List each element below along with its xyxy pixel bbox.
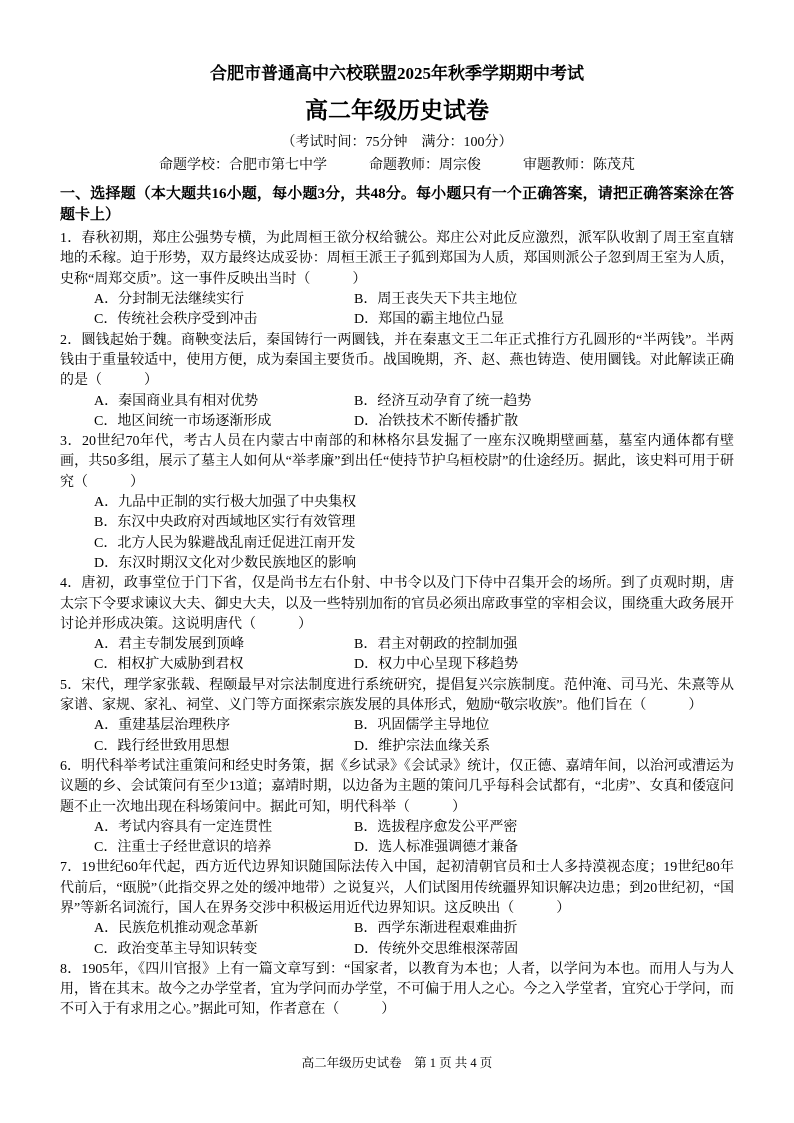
option-c: C．政治变革主导知识转变 bbox=[94, 941, 258, 957]
question-6 bbox=[60, 757, 734, 858]
question-7 bbox=[60, 858, 734, 959]
question-5 bbox=[60, 676, 734, 757]
question-4-options bbox=[60, 635, 734, 676]
question-5-options bbox=[60, 716, 734, 757]
exam-title: 合肥市普通高中六校联盟2025年秋季学期期中考试 bbox=[210, 64, 584, 83]
option-b: B．周王丧失天下共主地位 bbox=[354, 292, 518, 308]
option-a: A．君主专制发展到顶峰 bbox=[94, 637, 245, 653]
exam-subtitle: 高二年级历史试卷 bbox=[305, 97, 489, 123]
option-b: B．西学东渐进程艰难曲折 bbox=[354, 921, 518, 937]
option-a: A．九品中正制的实行极大加强了中央集权 bbox=[94, 495, 357, 511]
question-8-stem: 8．1905年，《四川官报》上有一篇文章写到：“国家者，以教育为本也；人者，以学问为本也。而用人与为人用，皆在其末。故今之办学堂者，宜为学问而办学堂，不可偏于用人之心。今之入学堂者，宜究心于学问，而不可入于有求用之心。”据此可知，作者意在（ ） bbox=[60, 961, 734, 1018]
option-a: A．秦国商业具有相对优势 bbox=[94, 393, 259, 409]
question-1-stem: 1．春秋初期，郑庄公强势专横，为此周桓王欲分权给虢公。郑庄公对此反应激烈，派军队收割了周王室直辖地的禾稼。迫于形势，双方最终达成妥协：周桓王派王子狐到郑国为人质，郑国则派公子忽到周王室为人质，史称“周郑交质”。这一事件反映出当时（ ） bbox=[60, 231, 734, 287]
question-6-options bbox=[60, 818, 734, 859]
page-footer: 高二年级历史试卷 第 1 页 共 4 页 bbox=[301, 1056, 493, 1070]
option-d: D．郑国的霸主地位凸显 bbox=[354, 312, 505, 328]
option-c: C．注重士子经世意识的培养 bbox=[94, 840, 272, 856]
question-2-options bbox=[60, 392, 734, 433]
question-8 bbox=[60, 960, 734, 1021]
exam-time-score-info: （考试时间：75分钟 满分：100分） bbox=[281, 134, 513, 150]
option-d: D．东汉时期汉文化对少数民族地区的影响 bbox=[94, 555, 357, 571]
option-b: B．选拔程序愈发公平严密 bbox=[354, 819, 518, 835]
option-a: A．重建基层治理秩序 bbox=[94, 718, 231, 734]
question-1 bbox=[60, 229, 734, 330]
option-c: C．地区间统一市场逐渐形成 bbox=[94, 413, 272, 429]
question-3-options bbox=[60, 493, 734, 574]
option-a: A．考试内容具有一定连贯性 bbox=[94, 819, 273, 835]
option-d: D．权力中心呈现下移趋势 bbox=[354, 657, 519, 673]
section-heading: 一、选择题（本大题共16小题，每小题3分，共48分。每小题只有一个正确答案，请把正确答案涂在答题卡上） bbox=[60, 185, 734, 224]
question-7-stem: 7．19世纪60年代起，西方近代边界知识随国际法传入中国，起初清朝官员和士人多持漠视态度；19世纪80年代前后，“瓯脱”（此指交界之处的缓冲地带）之说复兴，人们试图用传统疆界知识解决边患；到20世纪初，“国界”等新名词流行，国人在界务交涉中积极运用近代边界知识。这反映出（ ） bbox=[60, 860, 734, 916]
question-2 bbox=[60, 331, 734, 432]
option-d: D．传统外交思维根深蒂固 bbox=[354, 941, 519, 957]
option-c: C．相权扩大威胁到君权 bbox=[94, 657, 244, 673]
question-3-stem: 3．20世纪70年代，考古人员在内蒙古中南部的和林格尔县发掘了一座东汉晚期壁画墓，墓室内通体都有壁画，共50多组，展示了墓主人如何从“举孝廉”到出任“使持节护乌桓校尉”的仕途经历。据此，该史料可用于研究（ ） bbox=[60, 434, 734, 490]
option-d: D．选人标准强调德才兼备 bbox=[354, 840, 519, 856]
option-b: B．君主对朝政的控制加强 bbox=[354, 637, 518, 653]
question-6-stem: 6．明代科举考试注重策问和经史时务策，据《乡试录》《会试录》统计，仅正德、嘉靖年间，以治河或漕运为议题的乡、会试策问有至少13道；嘉靖时期，以边备为主题的策问几乎每科会试都有，“北虏”、女真和倭寇问题不止一次地出现在科场策问中。据此可知，明代科举（ ） bbox=[60, 758, 734, 815]
question-4 bbox=[60, 574, 734, 675]
question-2-stem: 2．圜钱起始于魏。商鞅变法后，秦国铸行一两圜钱，并在秦惠文王二年正式推行方孔圆形的“半两钱”。半两钱由于重量较适中，使用方便，成为秦国主要货币。战国晚期，齐、赵、燕也铸造、使用圜钱。对此解读正确的是（ ） bbox=[60, 332, 734, 389]
option-c: C．传统社会秩序受到冲击 bbox=[94, 312, 258, 328]
option-b: B．巩固儒学主导地位 bbox=[354, 718, 490, 734]
option-a: A．分封制无法继续实行 bbox=[94, 292, 245, 308]
option-b: B．经济互动孕育了统一趋势 bbox=[354, 393, 532, 409]
option-a: A．民族危机推动观念革新 bbox=[94, 921, 259, 937]
option-c: C．北方人民为躲避战乱南迁促进江南开发 bbox=[94, 535, 356, 551]
option-c: C．践行经世致用思想 bbox=[94, 738, 230, 754]
question-4-stem: 4．唐初，政事堂位于门下省，仅是尚书左右仆射、中书令以及门下侍中召集开会的场所。到了贞观时期，唐太宗下令要求谏议大夫、御史大夫，以及一些特别加衔的官员必须出席政事堂的宰相会议，围绕重大政务展开讨论并形成决策。这说明唐代（ ） bbox=[60, 576, 734, 632]
question-5-stem: 5．宋代，理学家张载、程颐最早对宗法制度进行系统研究，提倡复兴宗族制度。范仲淹、司马光、朱熹等从家谱、家规、家礼、祠堂、义门等方面探索宗族发展的具体形式，勉励“敬宗收族”。他们旨在（ ） bbox=[60, 677, 734, 714]
option-d: D．冶铁技术不断传播扩散 bbox=[354, 413, 519, 429]
exam-meta-line: 命题学校：合肥市第七中学 命题教师：周宗俊 审题教师：陈茂芃 bbox=[159, 157, 635, 173]
question-3 bbox=[60, 432, 734, 574]
question-1-options bbox=[60, 290, 734, 331]
option-b: B．东汉中央政府对西域地区实行有效管理 bbox=[94, 515, 356, 531]
question-7-options bbox=[60, 919, 734, 960]
option-d: D．维护宗法血缘关系 bbox=[354, 738, 491, 754]
